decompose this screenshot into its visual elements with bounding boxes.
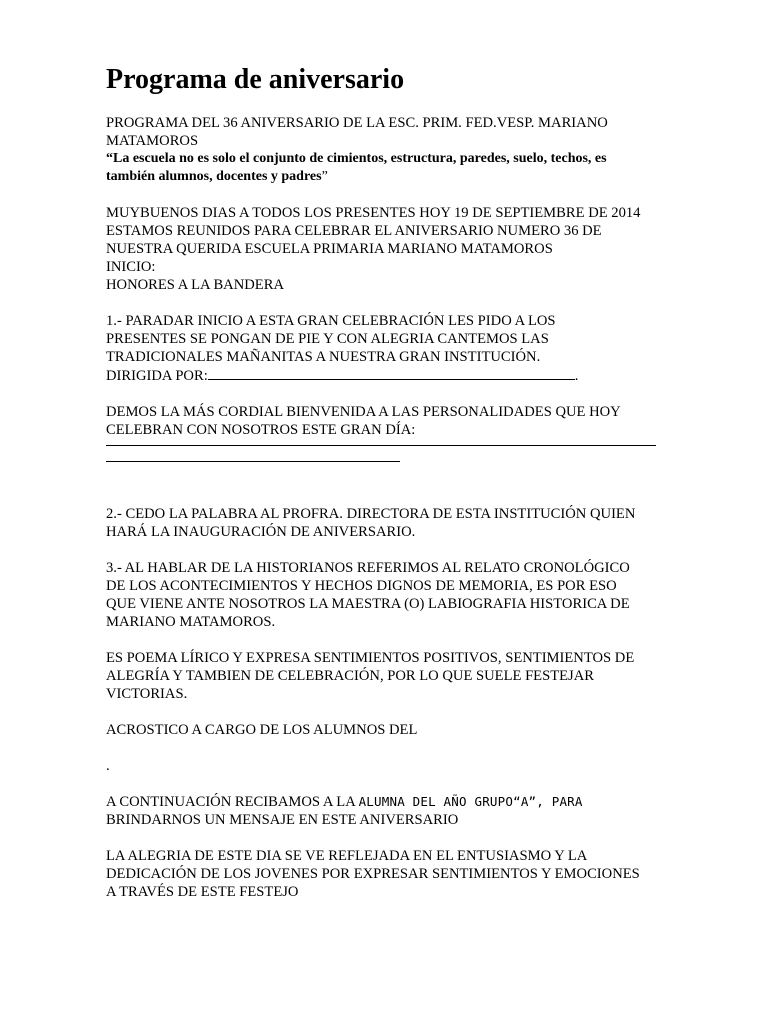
item3-line: 3.- AL HABLAR DE LA HISTORIANOS REFERIMOS AL RELATO CRONOLÓGICO — [106, 560, 630, 576]
dirigida-line — [106, 366, 666, 385]
item2-line: 2.- CEDO LA PALABRA AL PROFRA. DIRECTORA DE ESTA INSTITUCIÓN QUIEN — [106, 506, 636, 522]
item3-line: DE LOS ACONTECIMIENTOS Y HECHOS DIGNOS DE MEMORIA, ES POR ESO — [106, 578, 617, 594]
dot-line: . — [106, 758, 110, 774]
quote-text: “La escuela no es solo el conjunto de cimientos, estructura, paredes, suelo, techos, es también alumnos, docentes y padres — [106, 151, 607, 184]
dirigida-blank — [208, 366, 575, 380]
item1-line: 1.- PARADAR INICIO A ESTA GRAN CELEBRACIÓN LES PIDO A LOS — [106, 313, 556, 329]
quote — [106, 150, 651, 186]
intro-line: PROGRAMA DEL 36 ANIVERSARIO DE LA ESC. PRIM. FED.VESP. MARIANO MATAMOROS — [106, 115, 608, 149]
next-line — [106, 793, 666, 811]
item3-line: MARIANO MATAMOROS. — [106, 614, 276, 630]
document-page — [106, 62, 666, 901]
next-line-part2: ALUMNA DEL AÑO GRUPO“A”, PARA — [358, 794, 583, 809]
inicio-label: INICIO: — [106, 259, 156, 275]
next-line-part1: A CONTINUACIÓN RECIBAMOS A LA — [106, 794, 359, 810]
joy-line: LA ALEGRIA DE ESTE DIA SE VE REFLEJADA EN EL ENTUSIASMO Y LA — [106, 848, 588, 864]
greeting-line: MUYBUENOS DIAS A TODOS LOS PRESENTES HOY 19 DE SEPTIEMBRE DE 2014 — [106, 205, 641, 221]
poem-line: ALEGRÍA Y TAMBIEN DE CELEBRACIÓN, POR LO QUE SUELE FESTEJAR — [106, 668, 594, 684]
item1-line: TRADICIONALES MAÑANITAS A NUESTRA GRAN INSTITUCIÓN. — [106, 349, 541, 365]
joy-line: A TRAVÉS DE ESTE FESTEJO — [106, 884, 299, 900]
joy-line: DEDICACIÓN DE LOS JOVENES POR EXPRESAR SENTIMIENTOS Y EMOCIONES — [106, 866, 640, 882]
honores-label: HONORES A LA BANDERA — [106, 277, 284, 293]
quote-close: ” — [321, 169, 328, 184]
greeting-line: ESTAMOS REUNIDOS PARA CELEBRAR EL ANIVERSARIO NUMERO 36 DE — [106, 223, 602, 239]
poem-line: ES POEMA LÍRICO Y EXPRESA SENTIMIENTOS POSITIVOS, SENTIMIENTOS DE — [106, 650, 635, 666]
item3-line: QUE VIENE ANTE NOSOTROS LA MAESTRA (O) LABIOGRAFIA HISTORICA DE — [106, 596, 630, 612]
page-title: Programa de aniversario — [106, 64, 405, 95]
blank-line — [106, 445, 656, 446]
poem-line: VICTORIAS. — [106, 686, 188, 702]
acrostic-line: ACROSTICO A CARGO DE LOS ALUMNOS DEL — [106, 722, 418, 738]
dirigida-label: DIRIGIDA POR: — [106, 368, 208, 384]
greeting-line: NUESTRA QUERIDA ESCUELA PRIMARIA MARIANO MATAMOROS — [106, 241, 553, 257]
welcome-line: DEMOS LA MÁS CORDIAL BIENVENIDA A LAS PERSONALIDADES QUE HOY — [106, 404, 621, 420]
item2-line: HARÁ LA INAUGURACIÓN DE ANIVERSARIO. — [106, 524, 416, 540]
item1-line: PRESENTES SE PONGAN DE PIE Y CON ALEGRIA CANTEMOS LAS — [106, 331, 549, 347]
next-line: BRINDARNOS UN MENSAJE EN ESTE ANIVERSARIO — [106, 812, 459, 828]
welcome-line: CELEBRAN CON NOSOTROS ESTE GRAN DÍA: — [106, 422, 416, 438]
dirigida-end: . — [574, 368, 579, 384]
